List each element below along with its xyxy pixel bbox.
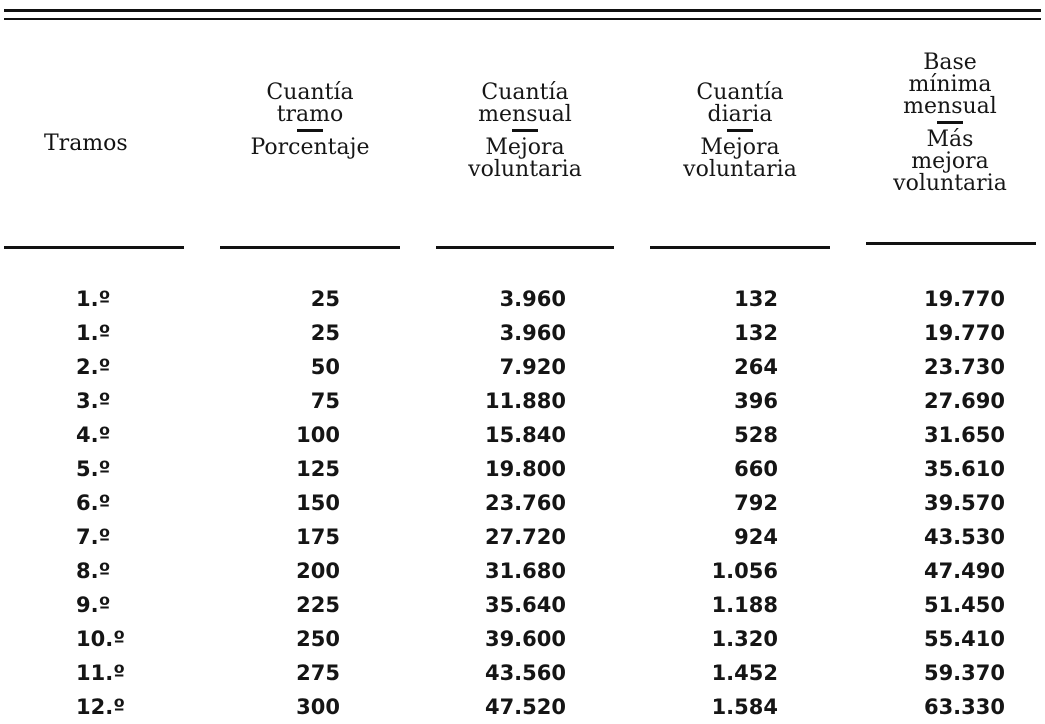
porcentaje-cell: 175 — [296, 525, 340, 549]
cuantia-mensual-cell: 11.880 — [484, 389, 566, 413]
cuantia-mensual-cell: 15.840 — [484, 423, 566, 447]
cuantia-mensual-cell: 19.800 — [484, 457, 566, 481]
tramo-cell: 2.º — [76, 355, 111, 379]
cuantia-mensual-cell: 39.600 — [484, 627, 566, 651]
cuantia-mensual-cell: 7.920 — [499, 355, 566, 379]
base-minima-cell: 47.490 — [923, 559, 1005, 583]
porcentaje-cell: 25 — [310, 287, 340, 311]
base-minima-cell: 43.530 — [923, 525, 1005, 549]
tramo-cell: 10.º — [76, 627, 126, 651]
base-minima-cell: 19.770 — [923, 287, 1005, 311]
tramo-cell: 11.º — [76, 661, 126, 685]
porcentaje-cell: 50 — [310, 355, 340, 379]
tramo-cell: 9.º — [76, 593, 111, 617]
base-minima-cell: 19.770 — [923, 321, 1005, 345]
underline-base-minima — [866, 242, 1036, 245]
cuantia-diaria-cell: 1.320 — [711, 627, 778, 651]
underline-cuantia-mensual — [436, 246, 614, 249]
porcentaje-cell: 225 — [296, 593, 340, 617]
porcentaje-cell: 250 — [296, 627, 340, 651]
cuantia-diaria-cell: 132 — [734, 287, 778, 311]
tramo-cell: 7.º — [76, 525, 111, 549]
cuantia-mensual-cell: 35.640 — [484, 593, 566, 617]
base-minima-cell: 51.450 — [923, 593, 1005, 617]
base-minima-cell: 55.410 — [923, 627, 1005, 651]
cuantia-diaria-cell: 1.056 — [711, 559, 778, 583]
tramo-cell: 12.º — [76, 695, 126, 719]
base-minima-cell: 35.610 — [923, 457, 1005, 481]
cuantia-mensual-cell: 31.680 — [484, 559, 566, 583]
cuantia-mensual-cell: 23.760 — [484, 491, 566, 515]
cuantia-diaria-cell: 132 — [734, 321, 778, 345]
cuantia-mensual-cell: 47.520 — [484, 695, 566, 719]
porcentaje-cell: 25 — [310, 321, 340, 345]
porcentaje-cell: 125 — [296, 457, 340, 481]
header-base-minima: Base mínima mensual Más mejora voluntaria — [893, 50, 1007, 196]
underline-tramos — [4, 246, 184, 249]
porcentaje-cell: 75 — [310, 389, 340, 413]
header-dash — [297, 129, 323, 132]
cuantia-mensual-cell: 27.720 — [484, 525, 566, 549]
base-minima-cell: 23.730 — [923, 355, 1005, 379]
header-cuantia-diaria: Cuantía diaria Mejora voluntaria — [683, 80, 797, 182]
tramo-cell: 3.º — [76, 389, 111, 413]
cuantia-mensual-cell: 43.560 — [484, 661, 566, 685]
header-tramos: Tramos — [44, 131, 128, 156]
cuantia-diaria-cell: 924 — [734, 525, 778, 549]
header-dash — [727, 129, 753, 132]
base-minima-cell: 31.650 — [923, 423, 1005, 447]
cuantia-mensual-cell: 3.960 — [499, 287, 566, 311]
top-rule-thin — [4, 18, 1041, 20]
tramo-cell: 5.º — [76, 457, 111, 481]
cuantia-diaria-cell: 792 — [734, 491, 778, 515]
porcentaje-cell: 100 — [296, 423, 340, 447]
underline-cuantia-diaria — [650, 246, 830, 249]
porcentaje-cell: 150 — [296, 491, 340, 515]
top-rule-thick — [4, 9, 1041, 12]
header-cuantia-mensual: Cuantía mensual Mejora voluntaria — [468, 80, 582, 182]
base-minima-cell: 63.330 — [923, 695, 1005, 719]
tramo-cell: 4.º — [76, 423, 111, 447]
header-dash — [512, 129, 538, 132]
porcentaje-cell: 200 — [296, 559, 340, 583]
underline-cuantia-tramo — [220, 246, 400, 249]
cuantia-diaria-cell: 396 — [734, 389, 778, 413]
cuantia-diaria-cell: 1.188 — [711, 593, 778, 617]
porcentaje-cell: 300 — [296, 695, 340, 719]
porcentaje-cell: 275 — [296, 661, 340, 685]
header-cuantia-tramo: Cuantía tramo Porcentaje — [250, 80, 370, 160]
cuantia-diaria-cell: 264 — [734, 355, 778, 379]
base-minima-cell: 39.570 — [923, 491, 1005, 515]
tramo-cell: 8.º — [76, 559, 111, 583]
header-dash — [937, 121, 963, 124]
cuantia-diaria-cell: 1.584 — [711, 695, 778, 719]
tramo-cell: 6.º — [76, 491, 111, 515]
tramo-cell: 1.º — [76, 287, 111, 311]
cuantia-diaria-cell: 1.452 — [711, 661, 778, 685]
base-minima-cell: 59.370 — [923, 661, 1005, 685]
tramo-cell: 1.º — [76, 321, 111, 345]
cuantia-diaria-cell: 660 — [734, 457, 778, 481]
base-minima-cell: 27.690 — [923, 389, 1005, 413]
cuantia-diaria-cell: 528 — [734, 423, 778, 447]
cuantia-mensual-cell: 3.960 — [499, 321, 566, 345]
